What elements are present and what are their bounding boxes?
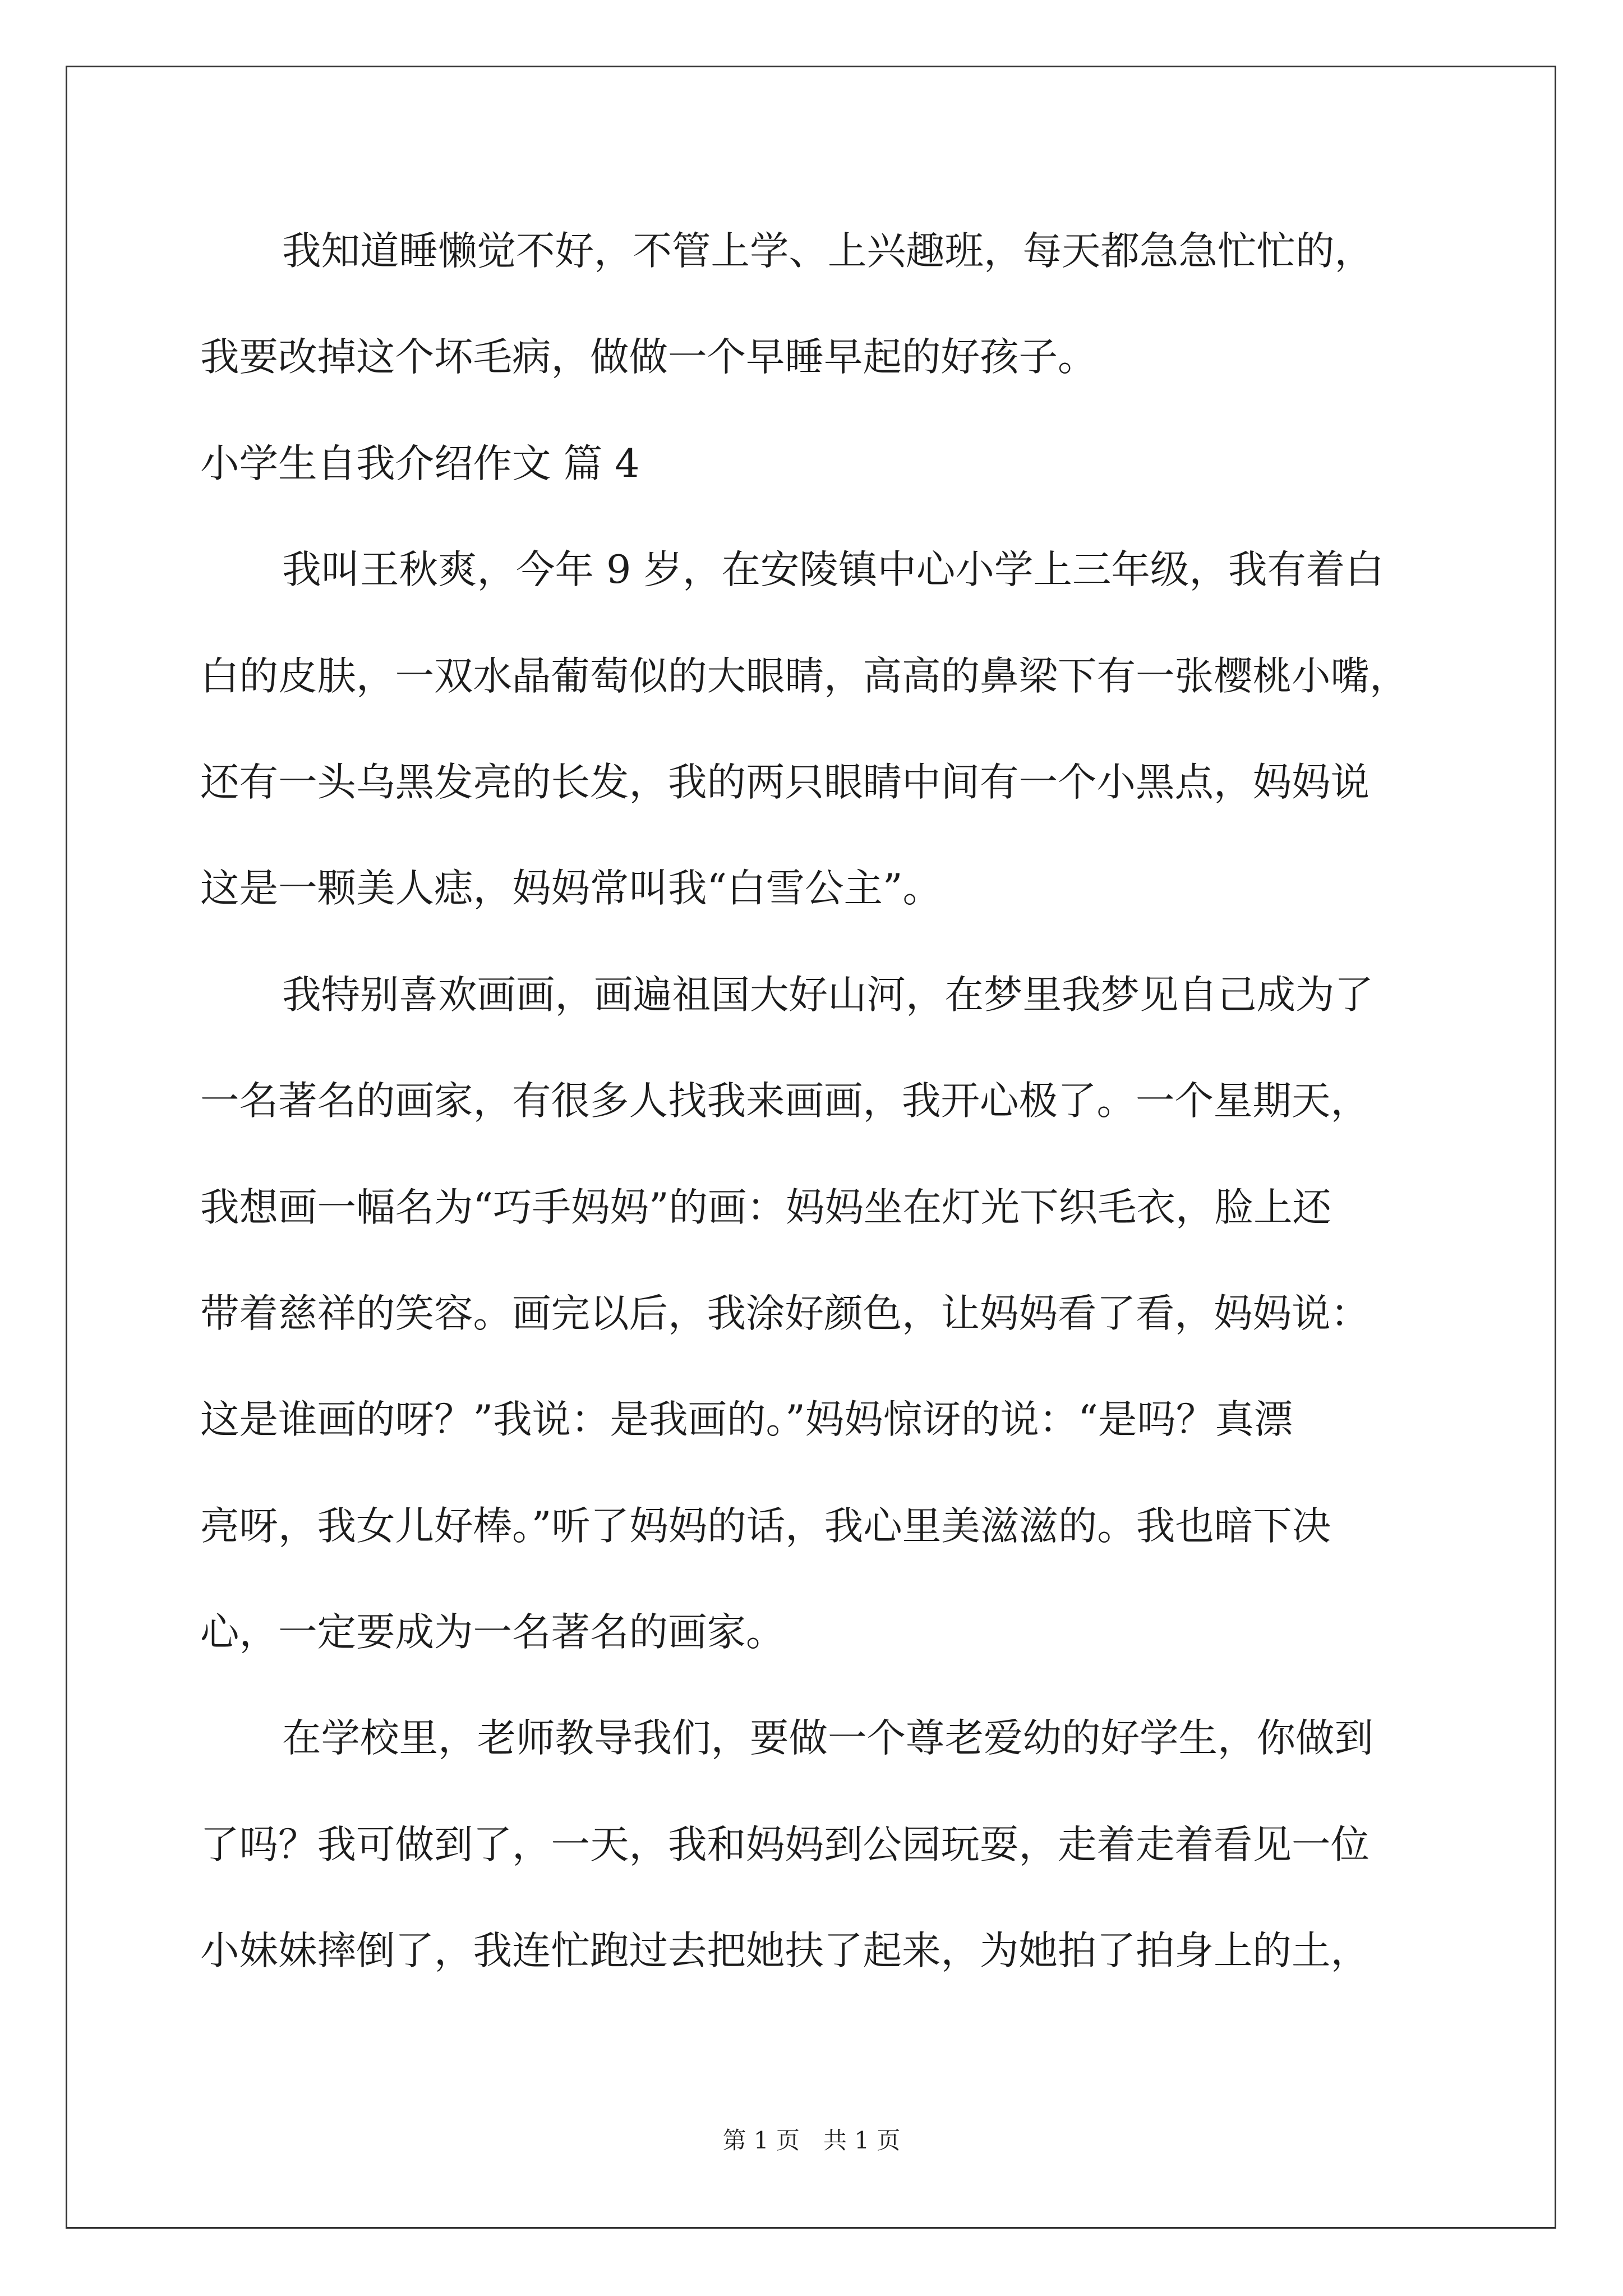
paragraph-line: 带着慈祥的笑容。画完以后，我涂好颜色，让妈妈看了看，妈妈说： <box>200 1290 1370 1336</box>
paragraph <box>200 1685 1541 2004</box>
paragraph-line: 小妹妹摔倒了，我连忙跑过去把她扶了起来，为她拍了拍身上的土， <box>200 1928 1370 1974</box>
paragraph-line: 我要改掉这个坏毛病，做做一个早睡早起的好孩子。 <box>200 334 1097 380</box>
page-total: 共 1 页 <box>823 2127 901 2154</box>
paragraph-line: 白的皮肤，一双水晶葡萄似的大眼睛，高高的鼻梁下有一张樱桃小嘴， <box>200 653 1409 699</box>
paragraph <box>200 517 1541 942</box>
paragraph-line: 还有一头乌黑发亮的长发，我的两只眼睛中间有一个小黑点，妈妈说 <box>200 759 1370 805</box>
paragraph-line: 了吗？我可做到了，一天，我和妈妈到公园玩耍，走着走着看见一位 <box>200 1821 1370 1867</box>
page-number: 第 1 页 <box>722 2127 800 2154</box>
paragraph <box>200 942 1541 1686</box>
section-heading: 小学生自我介绍作文 篇 4 <box>200 440 640 486</box>
paragraph-line: 一名著名的画家，有很多人找我来画画，我开心极了。一个星期天， <box>200 1078 1370 1124</box>
paragraph-line: 这是谁画的呀？”我说：是我画的。”妈妈惊讶的说：“是吗？真漂 <box>200 1397 1293 1443</box>
paragraph-line: 我叫王秋爽，今年 9 岁，在安陵镇中心小学上三年级，我有着白 <box>282 547 1384 593</box>
paragraph-line: 我想画一幅名为“巧手妈妈”的画：妈妈坐在灯光下织毛衣，脸上还 <box>200 1184 1332 1230</box>
paragraph-line: 亮呀，我女儿好棒。”听了妈妈的话，我心里美滋滋的。我也暗下决 <box>200 1503 1331 1549</box>
paragraph-line: 我知道睡懒觉不好，不管上学、上兴趣班，每天都急急忙忙的， <box>282 228 1373 274</box>
paragraph-line: 心，一定要成为一名著名的画家。 <box>200 1609 785 1655</box>
continuation-paragraph <box>200 198 1541 411</box>
document-body <box>200 198 1541 2004</box>
page-footer <box>0 2127 1623 2155</box>
paragraph-line: 这是一颗美人痣，妈妈常叫我“白雪公主”。 <box>200 866 942 912</box>
paragraph-line: 在学校里，老师教导我们，要做一个尊老爱幼的好学生，你做到 <box>282 1715 1373 1761</box>
paragraph-line: 我特别喜欢画画，画遍祖国大好山河，在梦里我梦见自己成为了 <box>282 972 1373 1018</box>
